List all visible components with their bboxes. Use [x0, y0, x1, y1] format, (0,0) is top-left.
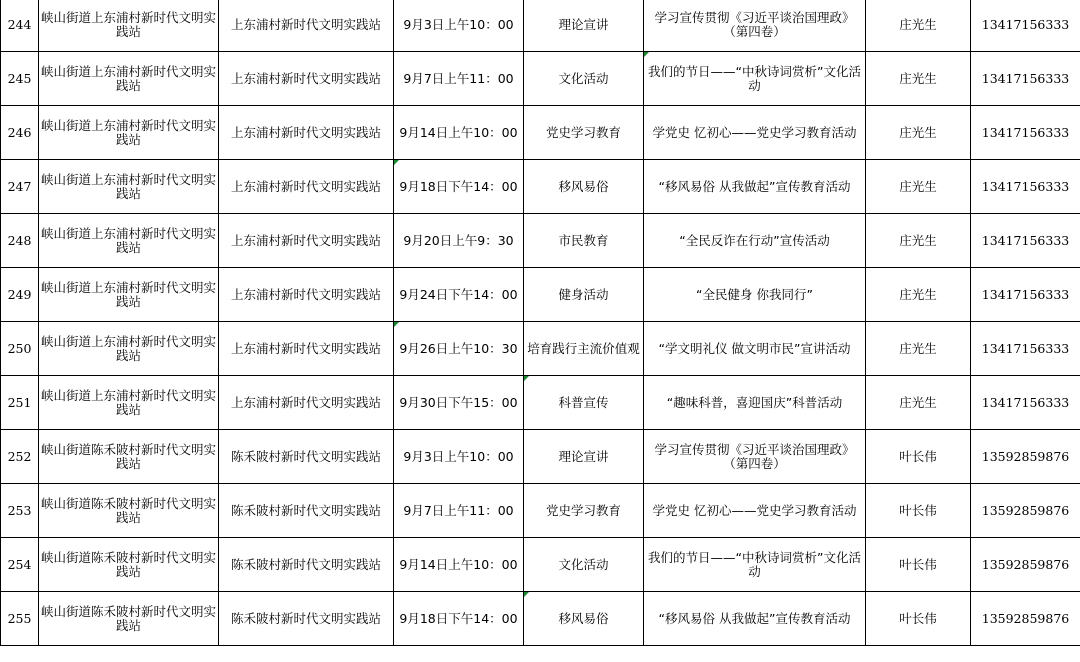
- contact-person-cell: 叶长伟: [866, 430, 971, 484]
- station-name-cell: 峡山街道上东浦村新时代文明实践站: [39, 376, 219, 430]
- contact-phone-cell: 13592859876: [971, 430, 1080, 484]
- table-row: [1, 160, 1080, 214]
- activity-type-cell: 理论宣讲: [524, 430, 644, 484]
- activity-name-cell: “全民反诈在行动”宣传活动: [644, 214, 866, 268]
- row-number-cell: 244: [1, 0, 39, 52]
- activity-time-cell: 9月30日下午15：00: [394, 376, 524, 430]
- table-row: [1, 106, 1080, 160]
- station-name-cell: 峡山街道上东浦村新时代文明实践站: [39, 322, 219, 376]
- row-number-cell: 255: [1, 592, 39, 646]
- activity-type-cell: 移风易俗: [524, 592, 644, 646]
- venue-cell: 陈禾陂村新时代文明实践站: [219, 430, 394, 484]
- row-number-cell: 251: [1, 376, 39, 430]
- activity-type-cell: 党史学习教育: [524, 484, 644, 538]
- activity-time-cell: 9月3日上午10：00: [394, 430, 524, 484]
- contact-person-cell: 庄光生: [866, 214, 971, 268]
- table-row: [1, 376, 1080, 430]
- activity-type-cell: 文化活动: [524, 52, 644, 106]
- activity-time-cell: 9月7日上午11：00: [394, 52, 524, 106]
- contact-person-cell: 庄光生: [866, 160, 971, 214]
- activity-name-cell: “全民健身 你我同行”: [644, 268, 866, 322]
- contact-person-cell: 庄光生: [866, 322, 971, 376]
- activity-time-cell: 9月18日下午14：00: [394, 160, 524, 214]
- row-number-cell: 247: [1, 160, 39, 214]
- activity-type-cell: 市民教育: [524, 214, 644, 268]
- contact-phone-cell: 13417156333: [971, 160, 1080, 214]
- activity-time-cell: 9月20日上午9：30: [394, 214, 524, 268]
- activity-name-cell: 学党史 忆初心——党史学习教育活动: [644, 106, 866, 160]
- table-row: [1, 484, 1080, 538]
- station-name-cell: 峡山街道陈禾陂村新时代文明实践站: [39, 484, 219, 538]
- contact-person-cell: 庄光生: [866, 0, 971, 52]
- station-name-cell: 峡山街道上东浦村新时代文明实践站: [39, 52, 219, 106]
- venue-cell: 上东浦村新时代文明实践站: [219, 0, 394, 52]
- station-name-cell: 峡山街道陈禾陂村新时代文明实践站: [39, 592, 219, 646]
- venue-cell: 上东浦村新时代文明实践站: [219, 268, 394, 322]
- table-row: [1, 0, 1080, 52]
- contact-person-cell: 叶长伟: [866, 592, 971, 646]
- contact-phone-cell: 13417156333: [971, 268, 1080, 322]
- activity-type-cell: 健身活动: [524, 268, 644, 322]
- venue-cell: 陈禾陂村新时代文明实践站: [219, 592, 394, 646]
- table-body: [1, 0, 1080, 646]
- contact-phone-cell: 13417156333: [971, 214, 1080, 268]
- venue-cell: 上东浦村新时代文明实践站: [219, 52, 394, 106]
- station-name-cell: 峡山街道陈禾陂村新时代文明实践站: [39, 538, 219, 592]
- venue-cell: 陈禾陂村新时代文明实践站: [219, 538, 394, 592]
- activity-time-cell: 9月26日上午10：30: [394, 322, 524, 376]
- activity-time-cell: 9月18日下午14：00: [394, 592, 524, 646]
- station-name-cell: 峡山街道上东浦村新时代文明实践站: [39, 106, 219, 160]
- venue-cell: 陈禾陂村新时代文明实践站: [219, 484, 394, 538]
- row-number-cell: 246: [1, 106, 39, 160]
- row-number-cell: 245: [1, 52, 39, 106]
- table-row: [1, 538, 1080, 592]
- table-row: [1, 592, 1080, 646]
- venue-cell: 上东浦村新时代文明实践站: [219, 214, 394, 268]
- activity-type-cell: 科普宣传: [524, 376, 644, 430]
- venue-cell: 上东浦村新时代文明实践站: [219, 160, 394, 214]
- contact-phone-cell: 13417156333: [971, 0, 1080, 52]
- table-row: [1, 430, 1080, 484]
- activity-type-cell: 移风易俗: [524, 160, 644, 214]
- row-number-cell: 254: [1, 538, 39, 592]
- contact-person-cell: 庄光生: [866, 268, 971, 322]
- row-number-cell: 250: [1, 322, 39, 376]
- contact-person-cell: 庄光生: [866, 376, 971, 430]
- activity-name-cell: “学文明礼仪 做文明市民”宣讲活动: [644, 322, 866, 376]
- activity-type-cell: 党史学习教育: [524, 106, 644, 160]
- activity-name-cell: 我们的节日——“中秋诗词赏析”文化活动: [644, 538, 866, 592]
- activity-name-cell: “移风易俗 从我做起”宣传教育活动: [644, 160, 866, 214]
- table-row: [1, 322, 1080, 376]
- activity-name-cell: “移风易俗 从我做起”宣传教育活动: [644, 592, 866, 646]
- station-name-cell: 峡山街道上东浦村新时代文明实践站: [39, 214, 219, 268]
- activity-name-cell: 学习宣传贯彻《习近平谈治国理政》（第四卷）: [644, 430, 866, 484]
- activity-type-cell: 理论宣讲: [524, 0, 644, 52]
- contact-phone-cell: 13417156333: [971, 376, 1080, 430]
- contact-phone-cell: 13592859876: [971, 484, 1080, 538]
- activity-time-cell: 9月3日上午10：00: [394, 0, 524, 52]
- contact-person-cell: 庄光生: [866, 106, 971, 160]
- activity-time-cell: 9月7日上午11：00: [394, 484, 524, 538]
- station-name-cell: 峡山街道上东浦村新时代文明实践站: [39, 160, 219, 214]
- contact-phone-cell: 13417156333: [971, 52, 1080, 106]
- activity-name-cell: 我们的节日——“中秋诗词赏析”文化活动: [644, 52, 866, 106]
- activity-type-cell: 培育践行主流价值观: [524, 322, 644, 376]
- contact-phone-cell: 13417156333: [971, 106, 1080, 160]
- venue-cell: 上东浦村新时代文明实践站: [219, 376, 394, 430]
- activity-time-cell: 9月14日上午10：00: [394, 106, 524, 160]
- activity-time-cell: 9月14日上午10：00: [394, 538, 524, 592]
- contact-person-cell: 庄光生: [866, 52, 971, 106]
- row-number-cell: 249: [1, 268, 39, 322]
- activity-name-cell: 学习宣传贯彻《习近平谈治国理政》（第四卷）: [644, 0, 866, 52]
- contact-phone-cell: 13592859876: [971, 592, 1080, 646]
- contact-person-cell: 叶长伟: [866, 538, 971, 592]
- activity-time-cell: 9月24日下午14：00: [394, 268, 524, 322]
- row-number-cell: 252: [1, 430, 39, 484]
- table-row: [1, 268, 1080, 322]
- row-number-cell: 253: [1, 484, 39, 538]
- station-name-cell: 峡山街道上东浦村新时代文明实践站: [39, 268, 219, 322]
- activity-type-cell: 文化活动: [524, 538, 644, 592]
- contact-person-cell: 叶长伟: [866, 484, 971, 538]
- table-row: [1, 214, 1080, 268]
- venue-cell: 上东浦村新时代文明实践站: [219, 322, 394, 376]
- station-name-cell: 峡山街道陈禾陂村新时代文明实践站: [39, 430, 219, 484]
- venue-cell: 上东浦村新时代文明实践站: [219, 106, 394, 160]
- table-row: [1, 52, 1080, 106]
- activity-name-cell: 学党史 忆初心——党史学习教育活动: [644, 484, 866, 538]
- contact-phone-cell: 13417156333: [971, 322, 1080, 376]
- activity-name-cell: “趣味科普，喜迎国庆”科普活动: [644, 376, 866, 430]
- row-number-cell: 248: [1, 214, 39, 268]
- station-name-cell: 峡山街道上东浦村新时代文明实践站: [39, 0, 219, 52]
- contact-phone-cell: 13592859876: [971, 538, 1080, 592]
